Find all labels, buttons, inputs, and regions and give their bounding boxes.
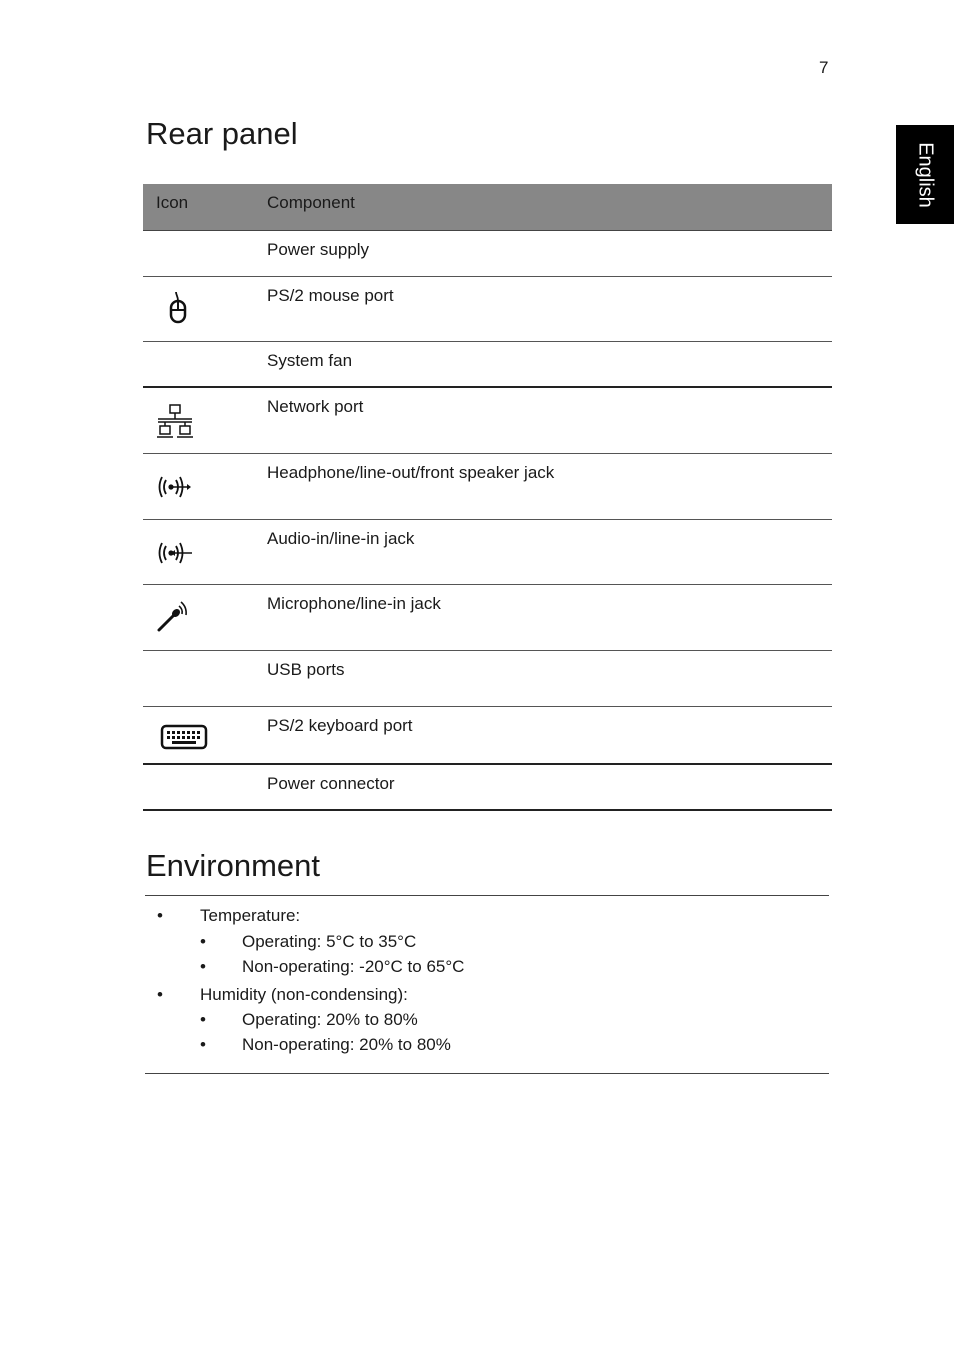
component-label: USB ports bbox=[267, 650, 832, 706]
list-item: Non-operating: -20°C to 65°C bbox=[242, 957, 465, 976]
language-tab: English bbox=[896, 125, 954, 224]
list-item: Operating: 20% to 80% bbox=[242, 1010, 418, 1029]
component-label: Power connector bbox=[267, 764, 832, 810]
keyboard-icon bbox=[160, 724, 208, 750]
bullet: • bbox=[200, 1035, 206, 1054]
rear-panel-table bbox=[143, 184, 832, 811]
icon-column-header: Icon bbox=[143, 184, 267, 230]
bullet: • bbox=[157, 985, 163, 1004]
component-label: PS/2 keyboard port bbox=[267, 706, 832, 764]
table-row bbox=[143, 650, 832, 706]
bullet: • bbox=[200, 957, 206, 976]
table-row bbox=[143, 276, 832, 341]
component-column-header: Component bbox=[267, 184, 832, 230]
rear-panel-title: Rear panel bbox=[146, 116, 298, 151]
list-item: Operating: 5°C to 35°C bbox=[242, 932, 417, 951]
audio-in-icon bbox=[156, 540, 194, 566]
environment-specs bbox=[145, 895, 829, 1074]
component-label: Headphone/line-out/front speaker jack bbox=[267, 453, 832, 519]
mouse-icon bbox=[168, 291, 188, 325]
table-row bbox=[143, 230, 832, 276]
component-label: Power supply bbox=[267, 230, 832, 276]
microphone-icon bbox=[156, 599, 188, 633]
table-row bbox=[143, 453, 832, 519]
environment-title: Environment bbox=[146, 848, 321, 883]
component-label: PS/2 mouse port bbox=[267, 276, 832, 341]
list-item: Temperature: bbox=[200, 906, 301, 925]
bullet: • bbox=[200, 932, 206, 951]
headphone-out-icon bbox=[156, 474, 194, 500]
list-item: Humidity (non-condensing): bbox=[200, 985, 408, 1004]
component-label: System fan bbox=[267, 341, 832, 387]
bullet: • bbox=[200, 1010, 206, 1029]
component-label: Network port bbox=[267, 387, 832, 453]
list-item: Non-operating: 20% to 80% bbox=[242, 1035, 451, 1054]
table-header-row bbox=[143, 184, 832, 230]
component-label: Audio-in/line-in jack bbox=[267, 519, 832, 584]
page-number: 7 bbox=[819, 58, 829, 77]
table-row bbox=[143, 706, 832, 764]
table-row bbox=[143, 764, 832, 810]
bullet: • bbox=[157, 906, 163, 925]
table-row bbox=[143, 519, 832, 584]
table-row bbox=[143, 341, 832, 387]
table-row bbox=[143, 584, 832, 650]
network-icon bbox=[156, 403, 194, 441]
table-row bbox=[143, 387, 832, 453]
component-label: Microphone/line-in jack bbox=[267, 584, 832, 650]
